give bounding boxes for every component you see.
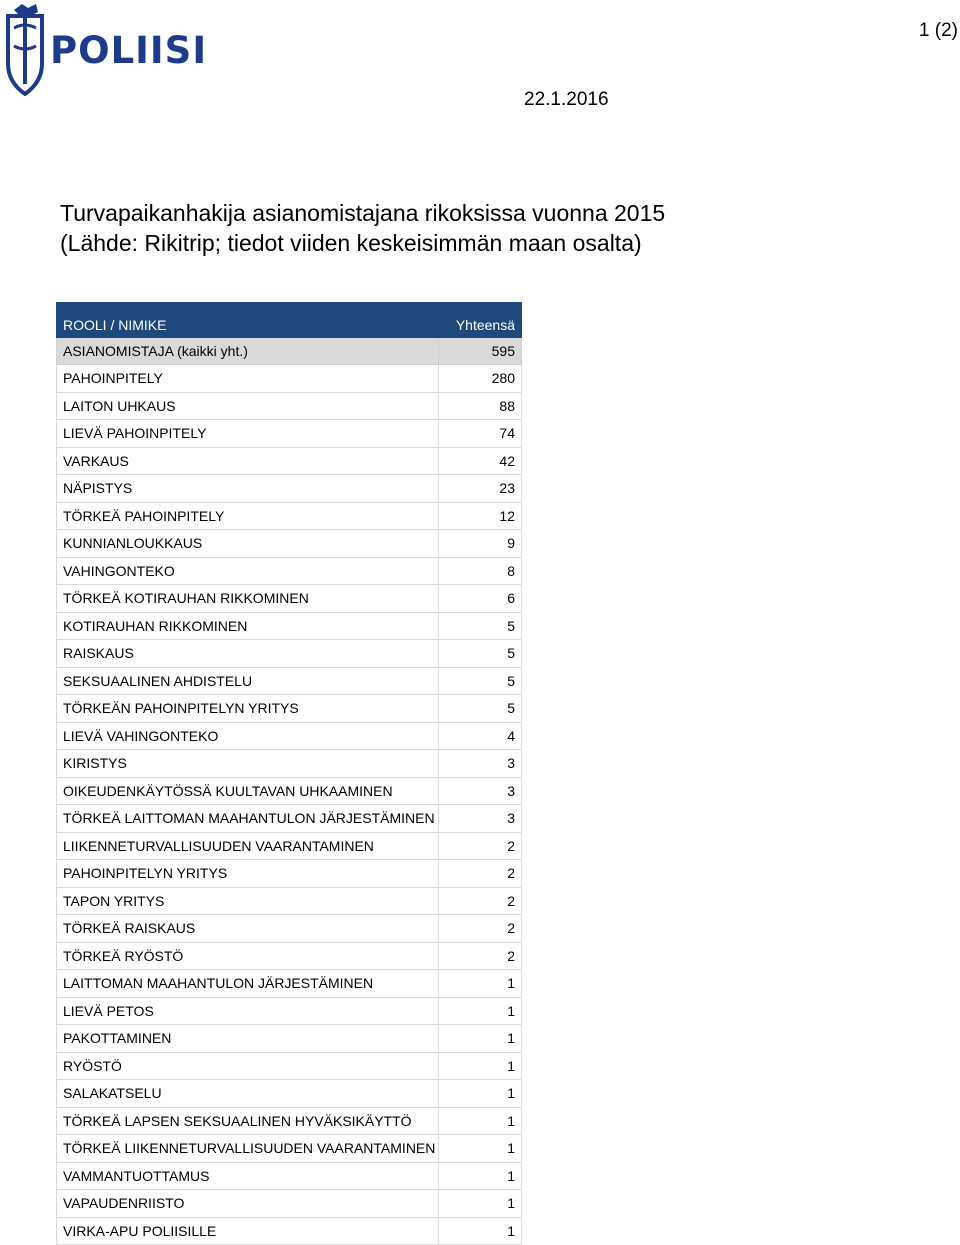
crime-count: 2 — [439, 887, 522, 915]
table-row — [57, 640, 522, 668]
crime-label: VARKAUS — [57, 447, 439, 475]
crime-label: VAPAUDENRIISTO — [57, 1190, 439, 1218]
crime-label: KUNNIANLOUKKAUS — [57, 530, 439, 558]
crime-count: 5 — [439, 667, 522, 695]
table-row — [57, 1190, 522, 1218]
crime-count: 88 — [439, 392, 522, 420]
crime-label: VAMMANTUOTTAMUS — [57, 1162, 439, 1190]
table-row — [57, 530, 522, 558]
table-row — [57, 915, 522, 943]
crime-label: TÖRKEÄ LAITTOMAN MAAHANTULON JÄRJESTÄMINEN — [57, 805, 439, 833]
crime-label: RYÖSTÖ — [57, 1052, 439, 1080]
crime-count: 2 — [439, 832, 522, 860]
crime-label: KOTIRAUHAN RIKKOMINEN — [57, 612, 439, 640]
table-row — [57, 997, 522, 1025]
crime-count: 3 — [439, 805, 522, 833]
table-row — [57, 722, 522, 750]
crime-label: LIEVÄ VAHINGONTEKO — [57, 722, 439, 750]
table-row — [57, 392, 522, 420]
crime-count: 6 — [439, 585, 522, 613]
table-row — [57, 365, 522, 393]
crime-count: 1 — [439, 1107, 522, 1135]
table-row — [57, 1217, 522, 1245]
crime-label: TAPON YRITYS — [57, 887, 439, 915]
crime-label: LAITTOMAN MAAHANTULON JÄRJESTÄMINEN — [57, 970, 439, 998]
crime-count: 1 — [439, 997, 522, 1025]
table-row — [57, 612, 522, 640]
crime-count: 4 — [439, 722, 522, 750]
crime-label: TÖRKEÄ LIIKENNETURVALLISUUDEN VAARANTAMINEN — [57, 1135, 439, 1163]
crime-count: 280 — [439, 365, 522, 393]
table-row — [57, 1025, 522, 1053]
table-row — [57, 557, 522, 585]
table-row — [57, 1080, 522, 1108]
crime-count: 5 — [439, 695, 522, 723]
crime-label: TÖRKEÄ RAISKAUS — [57, 915, 439, 943]
table-row — [57, 805, 522, 833]
table-header-row — [57, 303, 522, 338]
crime-count: 1 — [439, 1135, 522, 1163]
crime-label: LAITON UHKAUS — [57, 392, 439, 420]
table-row — [57, 1162, 522, 1190]
crime-label: PAHOINPITELYN YRITYS — [57, 860, 439, 888]
crime-count: 1 — [439, 1025, 522, 1053]
crime-count: 2 — [439, 942, 522, 970]
table-row — [57, 860, 522, 888]
crime-label: TÖRKEÄ KOTIRAUHAN RIKKOMINEN — [57, 585, 439, 613]
crime-count: 1 — [439, 970, 522, 998]
header-total: Yhteensä — [439, 303, 522, 338]
crime-label: PAKOTTAMINEN — [57, 1025, 439, 1053]
crime-count: 1 — [439, 1080, 522, 1108]
police-badge-icon — [2, 2, 48, 96]
crime-count: 1 — [439, 1190, 522, 1218]
document-date: 22.1.2016 — [524, 89, 609, 110]
crime-count: 8 — [439, 557, 522, 585]
table-row — [57, 420, 522, 448]
table-row — [57, 832, 522, 860]
table-row — [57, 447, 522, 475]
page-number: 1 (2) — [918, 20, 958, 41]
table-row — [57, 970, 522, 998]
crime-label: LIEVÄ PETOS — [57, 997, 439, 1025]
poliisi-logo — [2, 2, 212, 98]
crime-count: 1 — [439, 1217, 522, 1245]
table-row — [57, 942, 522, 970]
document-title — [60, 198, 665, 258]
table-row — [57, 750, 522, 778]
crime-label: SALAKATSELU — [57, 1080, 439, 1108]
table-row — [57, 475, 522, 503]
table-row — [57, 1107, 522, 1135]
table-row — [57, 502, 522, 530]
table-row — [57, 585, 522, 613]
table-row — [57, 887, 522, 915]
crime-count: 23 — [439, 475, 522, 503]
crime-count: 42 — [439, 447, 522, 475]
crime-count: 2 — [439, 860, 522, 888]
crime-count: 5 — [439, 640, 522, 668]
crime-count: 3 — [439, 750, 522, 778]
logo-wordmark: POLIISI — [50, 29, 208, 72]
table-row — [57, 667, 522, 695]
crime-count: 1 — [439, 1162, 522, 1190]
total-value: 595 — [439, 338, 522, 365]
crime-label: VAHINGONTEKO — [57, 557, 439, 585]
crime-label: RAISKAUS — [57, 640, 439, 668]
title-line-2: (Lähde: Rikitrip; tiedot viiden keskeisimmän maan osalta) — [60, 230, 642, 256]
crime-label: OIKEUDENKÄYTÖSSÄ KUULTAVAN UHKAAMINEN — [57, 777, 439, 805]
crime-label: SEKSUAALINEN AHDISTELU — [57, 667, 439, 695]
table-row — [57, 1052, 522, 1080]
crime-count: 5 — [439, 612, 522, 640]
table-row — [57, 1135, 522, 1163]
crime-label: TÖRKEÄ LAPSEN SEKSUAALINEN HYVÄKSIKÄYTTÖ — [57, 1107, 439, 1135]
crime-label: TÖRKEÄ PAHOINPITELY — [57, 502, 439, 530]
total-label: ASIANOMISTAJA (kaikki yht.) — [57, 338, 439, 365]
total-row — [57, 338, 522, 365]
crime-count: 3 — [439, 777, 522, 805]
title-line-1: Turvapaikanhakija asianomistajana rikoksissa vuonna 2015 — [60, 200, 666, 226]
header-role: ROOLI / NIMIKE — [57, 303, 439, 338]
crime-label: VIRKA-APU POLIISILLE — [57, 1217, 439, 1245]
crime-count: 12 — [439, 502, 522, 530]
crime-statistics-table — [56, 302, 522, 1245]
crime-label: TÖRKEÄN PAHOINPITELYN YRITYS — [57, 695, 439, 723]
crime-label: LIEVÄ PAHOINPITELY — [57, 420, 439, 448]
crime-label: KIRISTYS — [57, 750, 439, 778]
crime-label: TÖRKEÄ RYÖSTÖ — [57, 942, 439, 970]
crime-label: NÄPISTYS — [57, 475, 439, 503]
crime-count: 74 — [439, 420, 522, 448]
crime-label: PAHOINPITELY — [57, 365, 439, 393]
table-row — [57, 695, 522, 723]
crime-count: 2 — [439, 915, 522, 943]
crime-count: 1 — [439, 1052, 522, 1080]
crime-label: LIIKENNETURVALLISUUDEN VAARANTAMINEN — [57, 832, 439, 860]
crime-count: 9 — [439, 530, 522, 558]
table-row — [57, 777, 522, 805]
